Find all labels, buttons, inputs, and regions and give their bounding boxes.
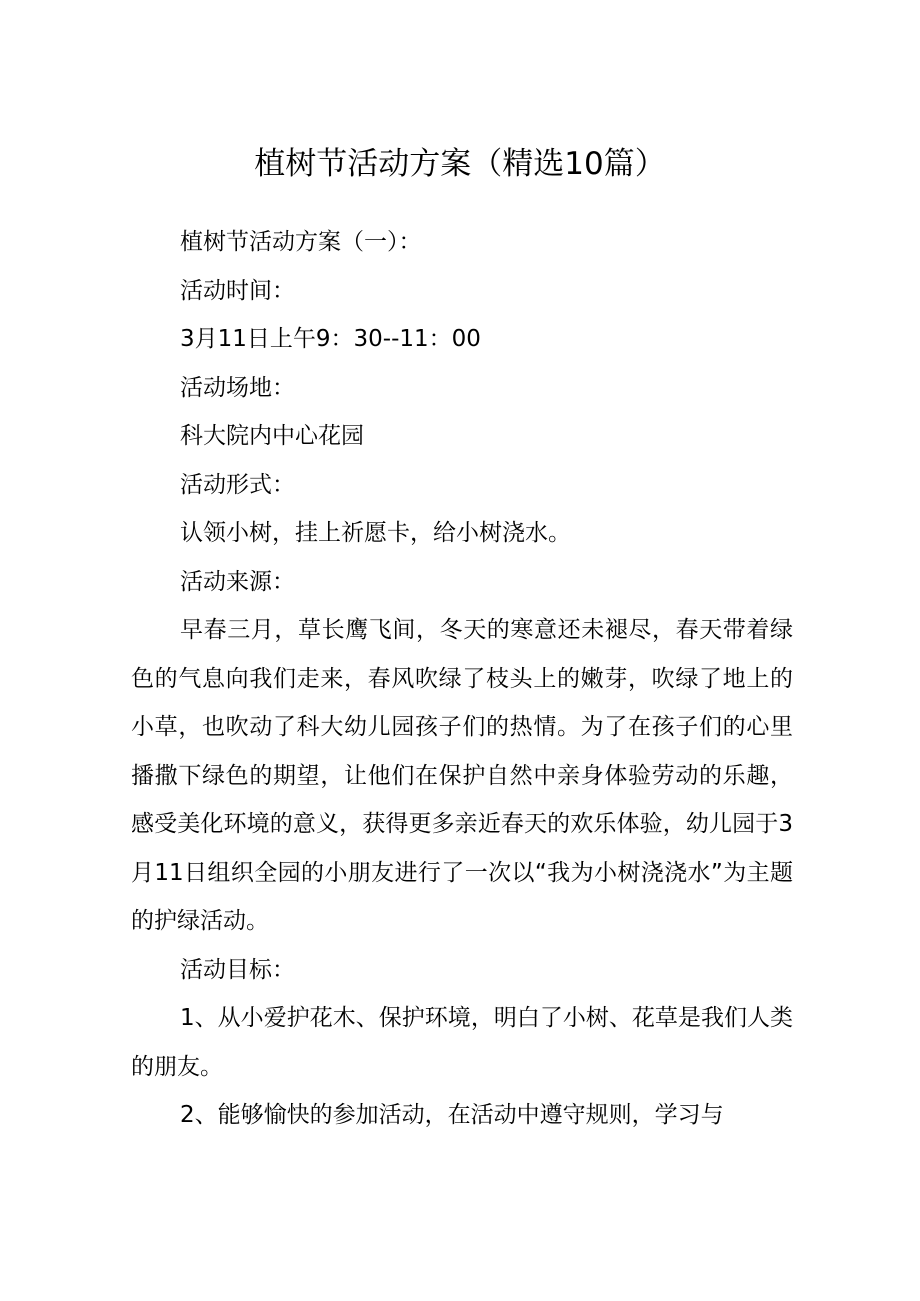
field-value-time: 3月11日上午9：30--11：00 — [180, 326, 481, 352]
field-label-origin: 活动来源： — [180, 568, 295, 595]
section-heading: 植树节活动方案（一）： — [180, 229, 422, 255]
body-paragraph-origin: 早春三月，草长鹰飞间，冬天的寒意还未褪尽，春天带着绿色的气息向我们走来，春风吹绿了枝头上的嫩芽，吹绿了地上的小草，也吹动了科大幼儿园孩子们的热情。为了在孩子们的心里播撒下绿色的期望，让他们在保护自然中亲身体验劳动的乐趣，感受美化环境的意义，获得更多亲近春天的欢乐体验，幼儿园于3月11日组织全园的小朋友进行了一次以“我为小树浇浇水”为主题的护绿活动。 — [131, 617, 793, 934]
document-body — [131, 218, 793, 1140]
field-value-venue: 科大院内中心花园 — [180, 423, 364, 449]
field-label-time: 活动时间： — [180, 277, 295, 304]
goal-item-1: 1、从小爱护花木、保护环境，明白了小树、花草是我们人类的朋友。 — [131, 1005, 793, 1080]
field-value-format: 认领小树，挂上祈愿卡，给小树浇水。 — [180, 520, 571, 546]
goal-item-2: 2、能够愉快的参加活动，在活动中遵守规则，学习与 — [180, 1102, 724, 1128]
field-label-goals: 活动目标： — [180, 956, 295, 983]
document-title: 植树节活动方案（精选10篇） — [254, 146, 666, 182]
field-label-format: 活动形式： — [180, 471, 295, 498]
field-label-venue: 活动场地： — [180, 374, 295, 401]
